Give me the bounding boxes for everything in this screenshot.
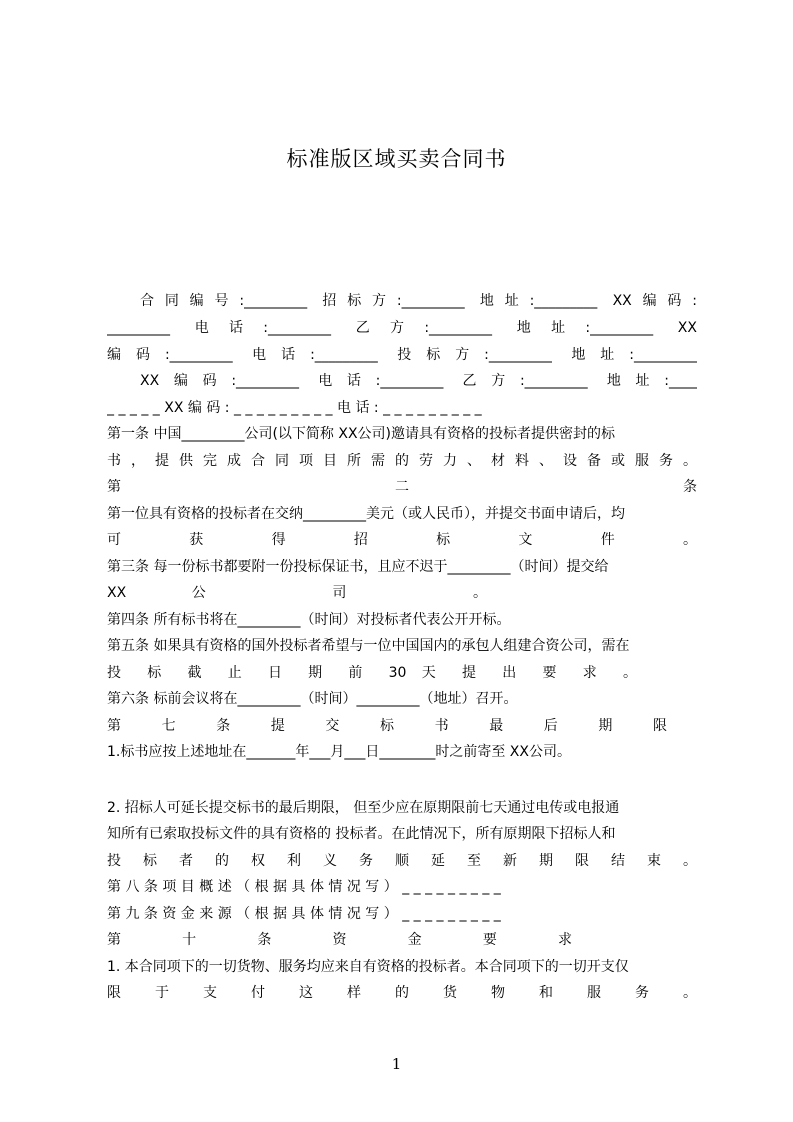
- text-line: 1. 本合同项下的一切货物、服务均应来自有资格的投标者。本合同项下的一切开支仅: [107, 959, 629, 975]
- text-line: 第 九 条 资 金 来 源 （ 根 据 具 体 情 况 写 ） _ _ _ _ _ _ _ _ _: [107, 906, 501, 922]
- text-line: XX 公 司 。: [107, 585, 487, 601]
- text-line: 限 于 支 付 这 样 的 货 物 和 服 务 。: [107, 985, 697, 1001]
- text-line: 第三条 每一份标书都要附一份投标保证书，且应不迟于_________（时间）提交给: [107, 559, 609, 575]
- text-line: 可 获 得 招 标 文 件 。: [107, 532, 697, 548]
- text-line: 投 标 截 止 日 期 前 30 天 提 出 要 求 。: [107, 665, 637, 681]
- text-line: 第一位具有资格的投标者在交纳_________美元（或人民币），并提交书面申请后，均: [107, 506, 625, 522]
- text-line: XX编码:_________ 电话:_________ 乙方:_________ 地址:____: [140, 373, 697, 389]
- text-line: 1.标书应按上述地址在_______年___月___日________时之前寄至 XX公司。: [107, 744, 571, 760]
- text-line: 第 七 条 提 交 标 书 最 后 期 限: [107, 718, 667, 734]
- text-line: 合同编号:_________ 招标方:_________ 地址:_________ XX编码:: [140, 293, 697, 309]
- text-line: _ _ _ _ _ XX 编 码 : _ _ _ _ _ _ _ _ _ 电 话 : _ _ _ _ _ _ _ _ _: [107, 400, 482, 416]
- text-line: 第六条 标前会议将在_________（时间）_________（地址）召开。: [107, 691, 518, 707]
- text-line: 书 ， 提 供 完 成 合 同 项 目 所 需 的 劳 力 、 材 料 、 设 备 或 服 务 。: [107, 453, 697, 469]
- text-line: 投 标 者 的 权 利 义 务 顺 延 至 新 期 限 结 束 。: [107, 853, 697, 869]
- text-line: 第 二 条: [107, 479, 697, 495]
- text-line: 第 十 条 资 金 要 求: [107, 932, 572, 948]
- text-line: _________ 电话:_________ 乙方:_________ 地址:_________ XX: [107, 320, 697, 336]
- document-title: 标准版区域买卖合同书: [286, 147, 507, 171]
- text-line: 第五条 如果具有资格的国外投标者希望与一位中国国内的承包人组建合资公司，需在: [107, 638, 630, 654]
- text-line: 第四条 所有标书将在_________（时间）对投标者代表公开开标。: [107, 612, 511, 628]
- page-number: 1: [391, 1055, 402, 1073]
- text-line: 2. 招标人可延长提交标书的最后期限， 但至少应在原期限前七天通过电传或电报通: [107, 800, 620, 816]
- text-line: 编码:_________ 电话:_________ 投标方:_________ 地址:_________: [107, 347, 697, 363]
- text-line: 知所有已索取投标文件的具有资格的 投标者。在此情况下，所有原期限下招标人和: [107, 826, 616, 842]
- text-line: 第一条 中国_________公司(以下简称 XX公司)邀请具有资格的投标者提供密封的标: [107, 426, 616, 442]
- text-line: 第 八 条 项 目 概 述 （ 根 据 具 体 情 况 写 ） _ _ _ _ _ _ _ _ _: [107, 879, 501, 895]
